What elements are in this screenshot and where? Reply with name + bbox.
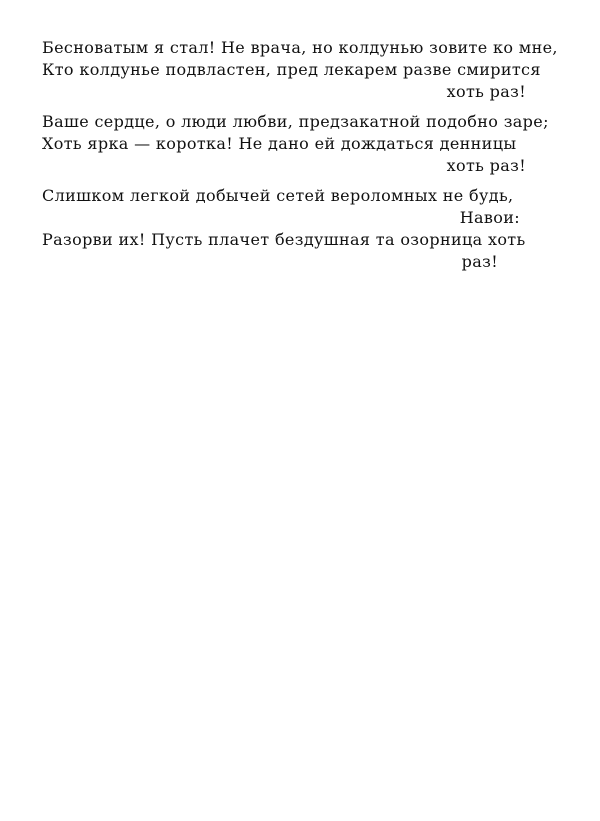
stanza-2 — [42, 111, 549, 177]
verse-line: Ваше сердце, о люди любви, предзакатной подобно заре; — [42, 112, 549, 131]
verse-line: Слишком легкой добычей сетей вероломных не будь, — [42, 186, 514, 205]
verse-line-refrain: раз! — [461, 252, 498, 271]
verse-line: Разорви их! Пусть плачет бездушная та озорница хоть — [42, 230, 526, 249]
verse-line: Хоть ярка — коротка! Не дано ей дождаться денницы — [42, 134, 517, 153]
verse-line-name: Навои: — [459, 208, 520, 227]
verse-line-refrain: хоть раз! — [446, 156, 526, 175]
verse-line-refrain: хоть раз! — [446, 82, 526, 101]
stanza-3 — [42, 185, 526, 273]
stanza-1 — [42, 37, 558, 103]
verse-line: Бесноватым я стал! Не врача, но колдунью зовите ко мне, — [42, 38, 558, 57]
verse-line: Кто колдунье подвластен, пред лекарем разве смирится — [42, 60, 541, 79]
